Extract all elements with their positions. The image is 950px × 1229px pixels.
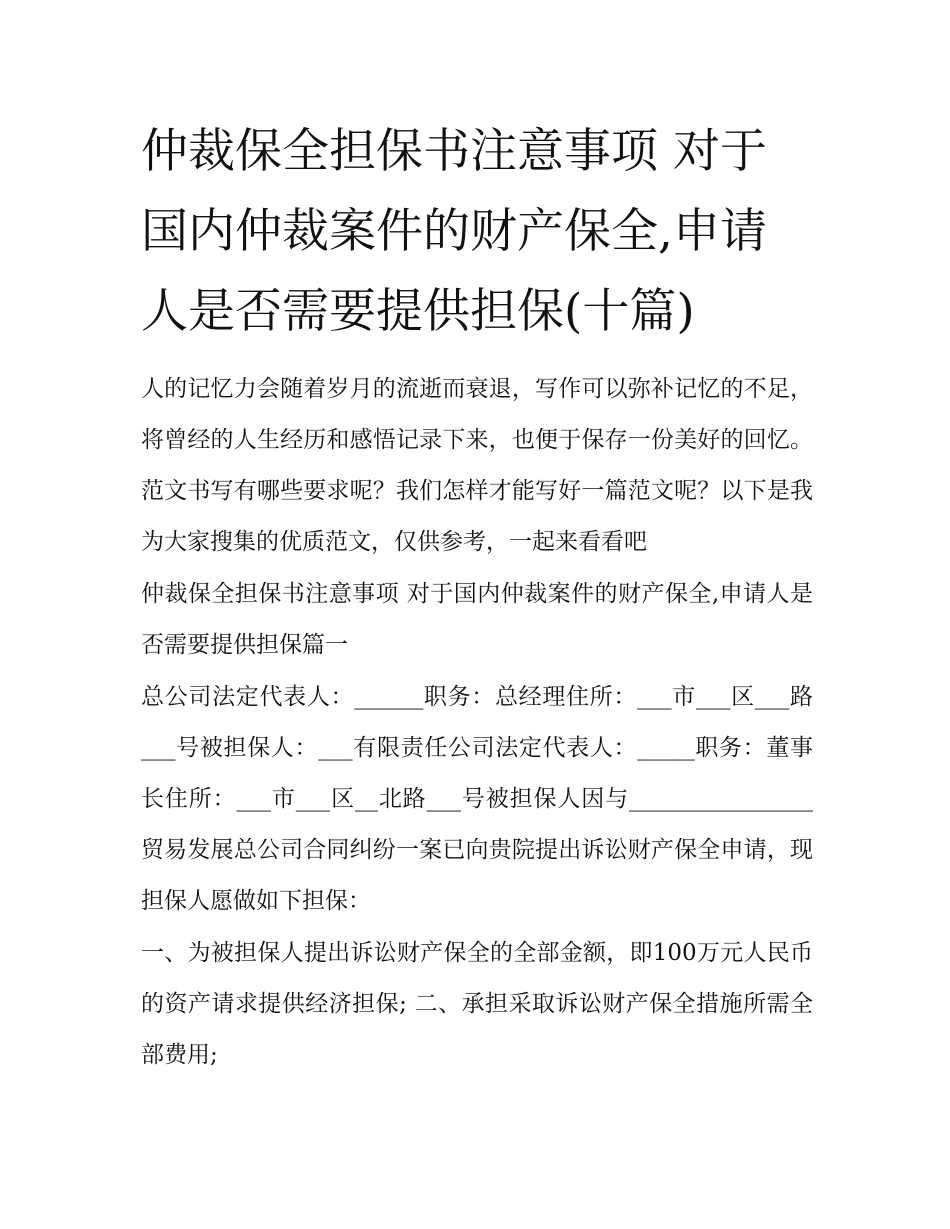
document-title: 仲裁保全担保书注意事项 对于国内仲裁案件的财产保全,申请人是否需要提供担保(十篇) xyxy=(141,124,767,339)
document-body xyxy=(141,112,813,1081)
section-heading: 仲裁保全担保书注意事项 对于国内仲裁案件的财产保全,申请人是否需要提供担保篇一 xyxy=(141,581,813,658)
intro-paragraph: 人的记忆力会随着岁月的流逝而衰退，写作可以弥补记忆的不足，将曾经的人生经历和感悟记录下来，也便于保存一份美好的回忆。范文书写有哪些要求呢？我们怎样才能写好一篇范文呢？以下是我为大家搜集的优质范文，仅供参考，一起来看看吧 xyxy=(141,376,813,555)
guarantee-terms-paragraph: 一、为被担保人提出诉讼财产保全的全部金额，即100万元人民币的资产请求提供经济担保; 二、承担采取诉讼财产保全措施所需全部费用; xyxy=(141,940,813,1068)
guarantee-parties-paragraph: 总公司法定代表人：______职务：总经理住所：___市___区___路___号被担保人：___有限责任公司法定代表人：_____职务：董事长住所：___市___区__北路___号被担保人因与________________贸易发展总公司合同纠纷一案已向贵院提出诉讼财产保全申请，现担保人愿做如下担保： xyxy=(141,684,813,914)
